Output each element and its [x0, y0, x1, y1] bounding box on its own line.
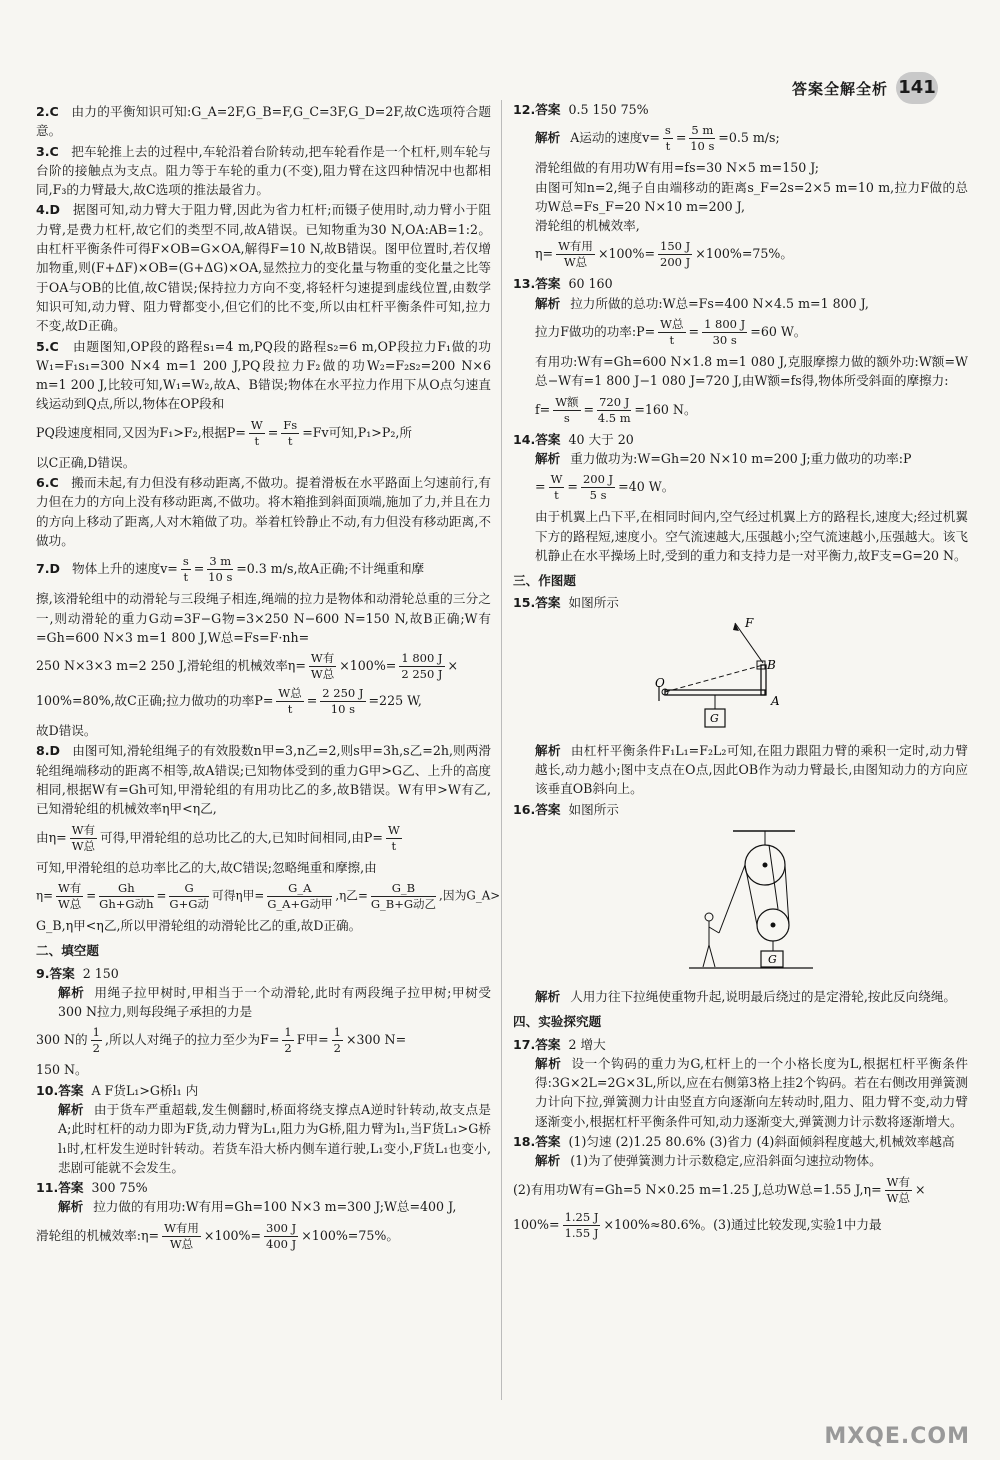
question-18	[513, 1132, 968, 1241]
answer: 2 增大	[568, 1036, 606, 1052]
numerator: 1	[92, 1025, 100, 1040]
text: =Fv可知,P₁>P₂,所	[302, 424, 412, 440]
text: =0.3 m/s,故A正确;不计绳重和摩	[236, 561, 425, 577]
fraction	[207, 554, 233, 585]
person-arm	[709, 927, 719, 933]
fraction	[276, 686, 303, 717]
question-text: 由图可知,滑轮组绳子的有效股数n甲=3,n乙=2,则s甲=3h,s乙=2h,则两滑轮组绳端移动的距离不相等,故A错误;已知物体受到的重力G甲>G乙、上升的高度相同,根据W有=Gh可知,甲滑轮组的有用功比乙的多,故B错误。W有甲>W有乙,已知滑轮组的机械效率η甲<η乙,	[36, 743, 491, 817]
formula-line	[36, 554, 491, 585]
text: 擦,该滑轮组中的动滑轮与三段绳子相连,绳端的拉力是物体和动滑轮总重的三分之一,则动滑轮的重力G动=3F−G物=3×250 N−600 N=150 N,故B正确;W有=Gh=600 N×3 m=1 800 J,W总=Fs=F·nh=	[36, 591, 491, 645]
pull-rope	[719, 865, 745, 933]
formula-line	[36, 823, 491, 854]
analysis-label: 解析	[535, 130, 561, 146]
text: =	[567, 479, 578, 495]
question-number: 16.答案	[513, 801, 561, 817]
section-heading: 四、实验探究题	[513, 1014, 602, 1030]
numerator: 720 J	[599, 394, 630, 409]
fraction	[264, 1221, 298, 1252]
formula-line	[513, 1210, 968, 1241]
denominator: W总	[886, 1190, 910, 1205]
question-9	[36, 964, 491, 1080]
text: ×100%=75%。	[695, 246, 793, 262]
text: ,因为G_A>	[439, 888, 501, 903]
denominator: t	[183, 570, 189, 585]
analysis	[513, 1054, 968, 1131]
text: ×100%≈80.6%。(3)通过比较发现,实验1中力最	[603, 1216, 882, 1232]
header-title: 答案全解全析	[791, 80, 888, 98]
denominator: 400 J	[266, 1236, 297, 1251]
denominator: 2	[333, 1041, 341, 1056]
formula-line	[36, 686, 491, 717]
label-O: O	[655, 675, 665, 690]
fraction	[281, 418, 299, 449]
dashed-arm	[665, 665, 763, 692]
text: 可得,甲滑轮组的总功比乙的大,已知时间相同,由P=	[100, 829, 383, 845]
analysis	[513, 1151, 968, 1170]
label-B: B	[767, 657, 776, 672]
column-divider	[501, 100, 502, 1400]
text: ×100%=	[203, 1227, 262, 1243]
person-leg-1	[703, 945, 709, 967]
question-5	[36, 337, 491, 472]
text: =225 W,	[368, 693, 422, 709]
text: =60 W。	[750, 324, 807, 340]
numerator: W有用	[558, 239, 593, 254]
text: =	[156, 888, 167, 903]
question-7	[36, 554, 491, 740]
denominator: 30 s	[712, 333, 737, 348]
watermark: MXQE.COM	[824, 1423, 970, 1449]
analysis	[36, 1100, 491, 1177]
numerator: G_A	[267, 881, 332, 897]
text: 滑轮组的机械效率,	[535, 218, 640, 234]
fraction	[56, 881, 83, 912]
question-text: 搬而未起,有力但没有移动距离,不做功。提着滑板在水平路面上匀速前行,有力但在力的方向上没有移动距离,不做功。将木箱推到斜面顶端,施加了力,并且在力的方向上移动了距离,人对木箱做了功。举着杠铃静止不动,有力但没有移动距离,不做功。	[36, 475, 491, 548]
numerator: W总	[660, 317, 684, 332]
text: A运动的速度v=	[570, 130, 660, 146]
formula-line	[513, 472, 968, 503]
question-12	[513, 100, 968, 270]
fraction	[386, 823, 402, 854]
formula-line	[36, 1221, 491, 1252]
numerator: 150 J	[660, 239, 691, 254]
text: 滑轮组的机械效率:η=	[36, 1227, 160, 1243]
question-number: 17.答案	[513, 1036, 561, 1052]
fraction	[663, 123, 673, 154]
text: ,η乙=	[335, 888, 368, 903]
denominator: t	[254, 433, 260, 448]
formula-line	[513, 395, 968, 426]
denominator: 10 s	[330, 702, 355, 717]
text: ,所以人对绳子的拉力至少为F=	[104, 1032, 280, 1048]
person-leg-2	[709, 945, 715, 967]
text: 250 N×3×3 m=2 250 J,滑轮组的机械效率η=	[36, 658, 306, 674]
denominator: W总	[310, 667, 335, 682]
question-number: 14.答案	[513, 431, 561, 447]
denominator: t	[287, 433, 293, 448]
fraction	[563, 1210, 601, 1241]
analysis-label: 解析	[535, 1153, 561, 1169]
numerator: 3 m	[209, 554, 232, 569]
numerator: W有	[71, 822, 96, 837]
text: 以C正确,D错误。	[36, 454, 136, 470]
denominator: s	[563, 410, 570, 425]
denominator: G_B+G动乙	[370, 896, 437, 911]
text: 由η=	[36, 829, 67, 845]
denominator: W总	[169, 1236, 194, 1251]
fraction	[320, 686, 365, 717]
text: η=	[535, 246, 554, 262]
text: =40 W。	[618, 479, 675, 495]
fraction	[371, 881, 436, 912]
denominator: Gh+G动h	[99, 896, 154, 911]
fraction	[282, 1025, 293, 1056]
denominator: 4.5 m	[597, 410, 631, 425]
denominator: t	[287, 702, 293, 717]
fraction	[91, 1025, 102, 1056]
question-10	[36, 1081, 491, 1177]
fraction	[399, 651, 444, 682]
formula-line	[513, 123, 968, 154]
denominator: 2 250 J	[401, 667, 443, 682]
analysis-label: 解析	[535, 295, 561, 311]
question-number: 2.C	[36, 104, 59, 119]
numerator: W	[387, 822, 400, 837]
text: (1)为了使弹簧测力计示数稳定,应沿斜面匀速拉动物体。	[570, 1153, 882, 1169]
numerator: 5 m	[691, 123, 714, 138]
text: PQ段速度相同,又因为F₁>F₂,根据P=	[36, 424, 246, 440]
fraction	[885, 1175, 912, 1206]
denominator: t	[665, 139, 671, 154]
text: =160 N。	[634, 401, 697, 417]
denominator: W总	[563, 255, 588, 270]
question-number: 13.答案	[513, 276, 561, 292]
text: 拉力所做的总功:W总=Fs=400 N×4.5 m=1 800 J,	[570, 295, 869, 311]
question-8	[36, 741, 501, 935]
pulley-figure	[683, 823, 833, 983]
left-column	[36, 102, 501, 1256]
question-number: 10.答案	[36, 1082, 84, 1098]
label-G: G	[768, 952, 777, 966]
denominator: t	[669, 333, 675, 348]
formula-line	[36, 880, 501, 912]
lever-figure	[653, 617, 813, 737]
person-head	[705, 913, 713, 921]
fraction	[549, 472, 565, 503]
denominator: 1.55 J	[564, 1225, 599, 1240]
analysis-label: 解析	[58, 984, 85, 1000]
text: =	[86, 888, 97, 903]
denominator: 10 s	[690, 139, 715, 154]
formula-line	[513, 239, 968, 270]
text: 滑轮组做的有用功W有用=fs=30 N×5 m=150 J;	[535, 160, 820, 176]
question-2	[36, 102, 491, 141]
numerator: G_B	[371, 881, 436, 897]
text: 故D错误。	[36, 723, 97, 739]
fraction	[332, 1025, 343, 1056]
text: 有用功:W有=Gh=600 N×1.8 m=1 080 J,克服摩擦力做的额外功:W额=W总−W有=1 800 J−1 080 J=720 J,由W额=fs得,物体所受斜面的摩擦力:	[535, 354, 968, 389]
text: ×300 N=	[345, 1032, 407, 1048]
numerator: Fs	[283, 417, 298, 432]
fraction	[702, 317, 747, 348]
numerator: s	[182, 554, 189, 569]
denominator: 2	[92, 1041, 100, 1056]
rope-2	[745, 865, 757, 925]
analysis	[513, 449, 968, 468]
answer: 0.5 150 75%	[568, 102, 649, 117]
label-A: A	[771, 693, 780, 708]
analysis	[513, 987, 968, 1006]
right-column	[513, 100, 968, 1245]
label-F: F	[745, 616, 754, 630]
formula-line	[36, 1025, 491, 1056]
answer: 60 160	[568, 276, 613, 292]
numerator: 300 J	[266, 1220, 297, 1235]
numerator: 200 J	[582, 472, 614, 487]
text: 100%=80%,故C正确;拉力做功的功率P=	[36, 693, 274, 709]
formula-line	[513, 317, 968, 348]
fraction	[181, 554, 191, 585]
numerator: 1	[333, 1025, 341, 1040]
text: 100%=	[513, 1216, 560, 1232]
text: ×	[914, 1181, 926, 1197]
question-text: 据图可知,动力臂大于阻力臂,因此为省力杠杆;而镊子使用时,动力臂小于阻力臂,是费力杠杆,故它们的类型不同,故A错误。已知物重为30 N,OA:AB=1:2。由杠杆平衡条件可得F×OB=G×OA,解得F=10 N,故B错误。图甲位置时,若仅增加物重,则(F+ΔF)×OB=(G+ΔG)×OA,显然拉力的变化量与物重的变化量之比等于OA与OB的比值,故C错误;保持拉力方向不变,将轻杆匀速提到虚线位置,由数学知识可知,动力臂、阻力臂都变小,但它们的比不变,所以由杠杆平衡条件可知,拉力不变,故D正确。	[36, 202, 491, 334]
text: 设一个钩码的重力为G,杠杆上的一个小格长度为L,根据杠杆平衡条件得:3G×2L=2G×3L,所以,应在右侧第3格上挂2个钩码。若在右侧改用弹簧测力计向下拉,弹簧测力计由竖直方向逐渐向左转动时,阻力、阻力臂不变,动力臂逐渐变小,根据杠杆平衡条件可知,动力逐渐变大,弹簧测力计示数将逐渐增大。	[535, 1055, 969, 1129]
denominator: W总	[57, 896, 82, 911]
text: 由图可知n=2,绳子自由端移动的距离s_F=2s=2×5 m=10 m,拉力F做的总功W总=Fs_F=20 N×10 m=200 J,	[535, 179, 968, 214]
text: ×100%=75%。	[301, 1227, 399, 1243]
analysis-label: 解析	[535, 1055, 562, 1071]
question-number: 7.D	[36, 561, 61, 577]
question-6	[36, 473, 491, 550]
denominator: 5 s	[589, 488, 607, 503]
question-number: 11.答案	[36, 1180, 84, 1196]
movable-pulley-axle	[771, 922, 776, 927]
numerator: 2 250 J	[322, 686, 364, 701]
numerator: W总	[278, 686, 302, 701]
numerator: Gh	[99, 881, 153, 897]
question-4	[36, 200, 491, 335]
section-heading: 三、作图题	[513, 573, 576, 589]
question-text: 由力的平衡知识可知:G_A=2F,G_B=F,G_C=3F,G_D=2F,故C选项符合题意。	[36, 104, 491, 139]
rope-3	[769, 845, 778, 909]
question-number: 15.答案	[513, 595, 561, 611]
numerator: 1 800 J	[704, 317, 746, 332]
denominator: G+G动	[169, 896, 209, 911]
fraction	[162, 1221, 201, 1252]
section-heading: 二、填空题	[36, 943, 99, 959]
lever-bar	[665, 690, 765, 695]
question-15	[513, 593, 968, 798]
question-14	[513, 430, 968, 565]
formula-line	[513, 1175, 968, 1206]
numerator: W	[550, 472, 563, 487]
analysis	[36, 1197, 491, 1216]
question-text: 由题图知,OP段的路程s₁=4 m,PQ段的路程s₂=6 m,OP段拉力F₁做的功W₁=F₁s₁=300 N×4 m=1 200 J,PQ段拉力F₂做的功W₂=F₂s₂=200 N×6 m=1 200 J,比较可知,W₁=W₂,故A、B错误;物体在水平拉力作用下从O点匀速直线运动到Q点,所以,物体在OP段和	[36, 338, 491, 412]
denominator: 2	[284, 1041, 292, 1056]
fraction	[581, 472, 615, 503]
question-text: 把车轮推上去的过程中,车轮沿着台阶转动,把车轮看作是一个杠杆,则车轮与台阶的接触点为支点。阻力等于车轮的重力(不变),阻力臂在这四种情况中也都相同,F₃的力臂最大,故C选项的推法最省力。	[36, 143, 491, 198]
text: 重力做功为:W=Gh=20 N×10 m=200 J;重力做功的功率:P	[570, 450, 912, 466]
denominator: t	[554, 488, 559, 503]
text: =0.5 m/s;	[718, 130, 780, 146]
text: 拉力F做功的功率:P=	[535, 324, 656, 340]
answer: 2 150	[82, 965, 119, 981]
fraction	[556, 239, 595, 270]
numerator: W有	[310, 651, 335, 666]
numerator: W有	[886, 1174, 910, 1189]
question-number: 5.C	[36, 338, 59, 354]
answer: 如图所示	[568, 801, 619, 817]
fraction	[249, 418, 265, 449]
question-number: 18.答案	[513, 1134, 561, 1150]
answer: 300 75%	[91, 1180, 148, 1196]
fraction	[553, 395, 580, 426]
analysis-label: 解析	[535, 988, 561, 1004]
text: =	[583, 401, 595, 417]
text: =	[535, 479, 546, 495]
text: 由于货车严重超载,发生侧翻时,桥面将绕支撑点A逆时针转动,故支点是A;此时杠杆的动力即为F货,动力臂为L₁,阻力为G桥,阻力臂为l₁,当F货L₁>G桥l₁时,杠杆发生逆时针转动。若货车沿大桥内侧车道行驶,L₁变小,F货L₁也变小,悲剧可能就不会发生。	[58, 1101, 492, 1175]
numerator: 1	[284, 1025, 292, 1040]
question-number: 6.C	[36, 475, 59, 491]
text: =	[675, 130, 687, 146]
analysis-label: 解析	[535, 742, 561, 758]
fixed-pulley-axle	[763, 862, 768, 867]
fraction	[689, 123, 715, 154]
text: =	[688, 324, 700, 340]
analysis	[513, 294, 968, 313]
denominator: W总	[71, 838, 96, 853]
formula-line	[36, 651, 491, 682]
text: G_B,η甲<η乙,所以甲滑轮组的动滑轮比乙的重,故D正确。	[36, 917, 362, 933]
text: 可知,甲滑轮组的总功率比乙的大,故C错误;忽略绳重和摩擦,由	[36, 859, 377, 875]
fraction	[309, 651, 336, 682]
numerator: W有	[57, 880, 82, 895]
denominator: G_A+G动甲	[267, 896, 333, 911]
numerator: W	[250, 417, 263, 432]
label-G: G	[710, 711, 719, 725]
text: =	[306, 693, 318, 709]
text: ×100%=	[339, 658, 397, 674]
question-number: 9.答案	[36, 965, 75, 981]
text: =	[193, 561, 205, 577]
fraction	[597, 395, 631, 426]
text: 150 N。	[36, 1062, 88, 1078]
formula-line	[36, 418, 491, 449]
analysis-label: 解析	[58, 1101, 84, 1117]
question-number: 12.答案	[513, 102, 561, 117]
numerator: G	[169, 881, 209, 897]
text: 物体上升的速度v=	[72, 561, 178, 577]
answer: 40 大于 20	[568, 431, 634, 447]
text: (2)有用功W有=Gh=5 N×0.25 m=1.25 J,总功W总=1.55 J,η=	[513, 1181, 882, 1197]
question-17	[513, 1035, 968, 1131]
fraction	[99, 881, 153, 912]
denominator: t	[391, 838, 397, 853]
numerator: 1 800 J	[401, 651, 443, 666]
text: 由杠杆平衡条件F₁L₁=F₂L₂可知,在阻力跟阻力臂的乘积一定时,动力臂越长,动力越小;图中支点在O点,因此OB作为动力臂最长,由图知动力的方向应该垂直OB斜向上。	[535, 742, 968, 797]
numerator: 1.25 J	[564, 1209, 599, 1224]
text: ×100%=	[597, 246, 656, 262]
numerator: W有用	[164, 1220, 199, 1235]
analysis-label: 解析	[58, 1199, 84, 1215]
question-16	[513, 800, 968, 1007]
text: η=	[36, 888, 53, 903]
question-13	[513, 274, 968, 425]
fraction	[70, 823, 97, 854]
answer: A F货L₁>G桥l₁ 内	[91, 1082, 199, 1098]
question-number: 4.D	[36, 202, 61, 218]
text: 人用力往下拉绳使重物升起,说明最后绕过的是定滑轮,按此反向绕绳。	[570, 988, 957, 1004]
fraction	[267, 881, 332, 912]
fraction	[169, 881, 209, 912]
answer: (1)匀速 (2)1.25 80.6% (3)省力 (4)斜面倾斜程度越大,机械效率越高	[568, 1134, 955, 1150]
denominator: 200 J	[660, 255, 691, 270]
question-number: 8.D	[36, 743, 61, 759]
question-11	[36, 1178, 491, 1252]
fraction	[658, 317, 685, 348]
fraction	[658, 239, 692, 270]
analysis	[36, 983, 491, 1022]
text: 可得η甲=	[211, 888, 265, 903]
question-3	[36, 142, 491, 200]
question-number: 3.C	[36, 143, 59, 159]
numerator: s	[664, 123, 671, 138]
text: f=	[535, 401, 551, 417]
denominator: 10 s	[208, 570, 233, 585]
answer: 如图所示	[568, 595, 619, 611]
analysis-label: 解析	[535, 450, 561, 466]
text: =	[267, 424, 279, 440]
text: 300 N的	[36, 1032, 88, 1048]
text: F甲=	[296, 1032, 329, 1048]
text: ×	[447, 658, 459, 674]
text: 拉力做的有用功:W有用=Gh=100 N×3 m=300 J;W总=400 J,	[93, 1199, 457, 1215]
page-number: 141	[896, 72, 938, 104]
analysis	[513, 741, 968, 799]
text: 用绳子拉甲树时,甲相当于一个动滑轮,此时有两段绳子拉甲树;甲树受300 N拉力,则每段绳子承担的力是	[58, 984, 492, 1020]
text: 由于机翼上凸下平,在相同时间内,空气经过机翼上方的路程长,速度大;经过机翼下方的路程短,速度小。空气流速越大,压强越小;空气流速越小,压强越大。该飞机静止在水平操场上时,受到的重力和支持力是一对平衡力,故F支=G=20 N。	[535, 509, 968, 563]
numerator: W额	[555, 394, 579, 409]
